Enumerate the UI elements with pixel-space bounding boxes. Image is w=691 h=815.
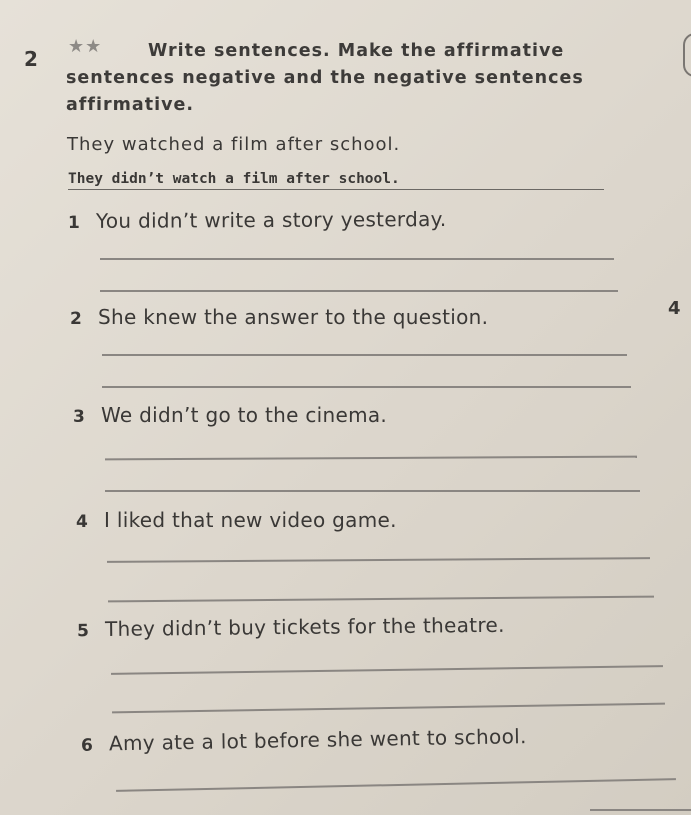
margin-number: 4 [668, 298, 681, 319]
item-sentence: I liked that new video game. [104, 508, 397, 532]
item-number: 3 [73, 407, 86, 427]
answer-line[interactable] [590, 809, 691, 811]
item-3 [73, 403, 387, 427]
item-number: 5 [76, 621, 90, 642]
answer-line[interactable] [105, 490, 640, 492]
item-sentence: Amy ate a lot before she went to school. [108, 724, 527, 756]
item-2 [70, 305, 488, 329]
answer-line[interactable] [108, 596, 654, 603]
margin-bracket [683, 33, 691, 77]
item-number: 2 [70, 309, 83, 329]
item-sentence: We didn’t go to the cinema. [101, 403, 388, 427]
answer-line[interactable] [102, 386, 631, 388]
item-5 [77, 613, 505, 641]
difficulty-stars-icon: ★★ [68, 36, 103, 57]
answer-line[interactable] [100, 258, 614, 260]
item-sentence: You didn’t write a story yesterday. [95, 207, 447, 233]
item-number: 4 [76, 512, 89, 532]
item-sentence: They didn’t buy tickets for the theatre. [104, 612, 505, 641]
item-4 [76, 508, 397, 532]
answer-line[interactable] [105, 456, 637, 461]
item-number: 1 [67, 212, 81, 233]
answer-line[interactable] [100, 290, 618, 292]
item-6 [81, 724, 527, 756]
example-answer: They didn’t watch a film after school. [68, 171, 604, 190]
example-sentence: They watched a film after school. [67, 134, 401, 155]
item-number: 6 [80, 735, 94, 756]
item-1 [68, 207, 447, 233]
answer-line[interactable] [107, 557, 650, 563]
answer-line[interactable] [102, 354, 627, 356]
item-sentence: She knew the answer to the question. [98, 305, 489, 329]
answer-line[interactable] [112, 703, 665, 714]
answer-line[interactable] [116, 778, 676, 792]
exercise-number: 2 [24, 47, 38, 71]
answer-line[interactable] [111, 665, 663, 675]
exercise-instructions: Write sentences. Make the affirmative sentences negative and the negative sentences affirmative. [66, 41, 584, 115]
